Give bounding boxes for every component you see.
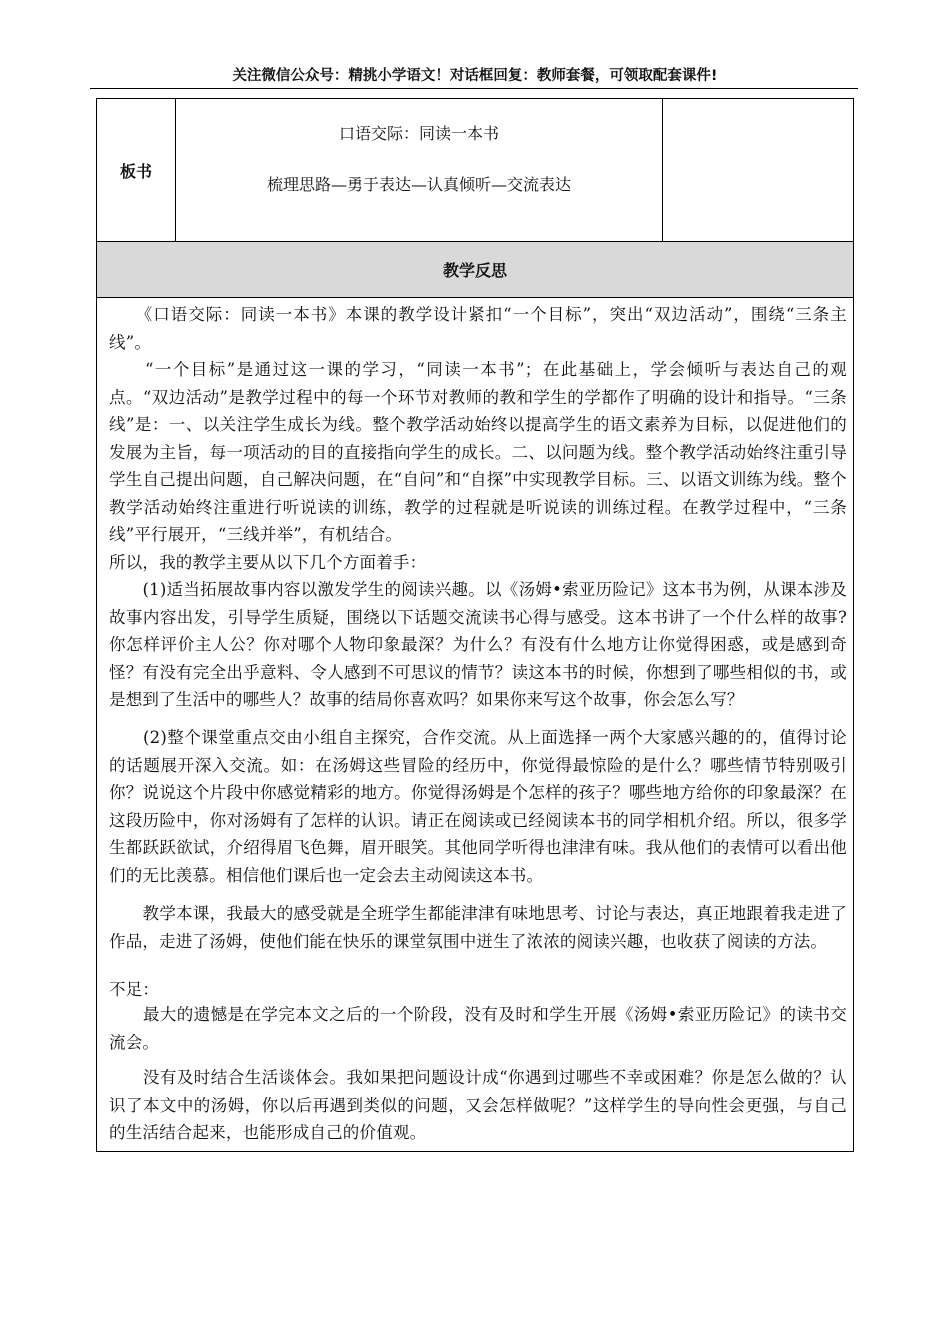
reflection-paragraph: (1)适当拓展故事内容以激发学生的阅读兴趣。以《汤姆•索亚历险记》这本书为例，从课本涉及故事内容出发，引导学生质疑，围绕以下话题交流读书心得与感受。这本书讲了一个什么样的故事?你怎样评价主人公？你对哪个人物印象最深？为什么？有没有什么地方让你觉得困惑，或是感到奇怪？有没有完全出乎意料、令人感到不可思议的情节？读这本书的时候，你想到了哪些相似的书，或是想到了生活中的哪些人？故事的结局你喜欢吗？如果你来写这个故事，你会怎么写？ xyxy=(109,580,847,709)
reflection-paragraph: 所以，我的教学主要从以下几个方面着手： xyxy=(109,553,427,572)
header-divider xyxy=(90,88,858,89)
reflection-paragraph: 不足： xyxy=(109,980,160,999)
reflection-paragraph: 没有及时结合生活谈体会。我如果把问题设计成“你遇到过哪些不幸或困难？你是怎么做的？认识了本文中的汤姆，你以后再遇到类似的问题，又会怎样做呢？”这样学生的导向性会更强，与自己的生活结合起来，也能形成自己的价值观。 xyxy=(109,1068,847,1142)
board-flow: 梳理思路—勇于表达—认真倾听—交流表达 xyxy=(266,175,571,194)
board-label: 板书 xyxy=(97,99,176,241)
reflection-paragraph: “一个目标”是通过这一课的学习，“同读一本书”；在此基础上，学会倾听与表达自己的观点。“双边活动”是教学过程中的每一个环节对教师的教和学生的学都作了明确的设计和指导。“三条线”是：一、以关注学生成长为线。整个教学活动始终以提高学生的语文素养为目标，以促进他们的发展为主旨，每一项活动的目的直接指向学生的成长。二、以问题为线。整个教学活动始终注重引导学生自己提出问题，自己解决问题，在“自问”和“自探”中实现教学目标。三、以语文训练为线。整个教学活动始终注重进行听说读的训练，教学的过程就是听说读的训练过程。在教学过程中，“三条线”平行展开，“三线并举”，有机结合。 xyxy=(109,360,847,544)
reflection-paragraph: 最大的遗憾是在学完本文之后的一个阶段，没有及时和学生开展《汤姆•索亚历险记》的读书交流会。 xyxy=(109,1005,847,1052)
reflection-paragraph: 《口语交际：同读一本书》本课的教学设计紧扣“一个目标”，突出“双边活动”，围绕“三条主线”。 xyxy=(109,305,847,352)
reflection-heading: 教学反思 xyxy=(97,242,853,298)
board-row xyxy=(97,99,853,242)
board-title: 口语交际：同读一本书 xyxy=(338,124,499,143)
lesson-table xyxy=(96,98,854,1152)
board-content xyxy=(176,99,663,241)
header-note: 关注微信公众号：精挑小学语文！对话框回复：教师套餐，可领取配套课件! xyxy=(232,68,718,84)
reflection-paragraph: 教学本课，我最大的感受就是全班学生都能津津有味地思考、讨论与表达，真正地跟着我走进了作品，走进了汤姆，使他们能在快乐的课堂氛围中迸生了浓浓的阅读兴趣，也收获了阅读的方法。 xyxy=(109,904,847,951)
reflection-paragraph: (2)整个课堂重点交由小组自主探究，合作交流。从上面选择一两个大家感兴趣的的，值得讨论的话题展开深入交流。如：在汤姆这些冒险的经历中，你觉得最惊险的是什么？哪些情节特别吸引你？说说这个片段中你感觉精彩的地方。你觉得汤姆是个怎样的孩子？哪些地方给你的印象最深？在这段历险中，你对汤姆有了怎样的认识。请正在阅读或已经阅读本书的同学相机介绍。所以，很多学生都跃跃欲试，介绍得眉飞色舞，眉开眼笑。其他同学听得也津津有味。我从他们的表情可以看出他们的无比羡慕。相信他们课后也一定会去主动阅读这本书。 xyxy=(109,728,847,885)
